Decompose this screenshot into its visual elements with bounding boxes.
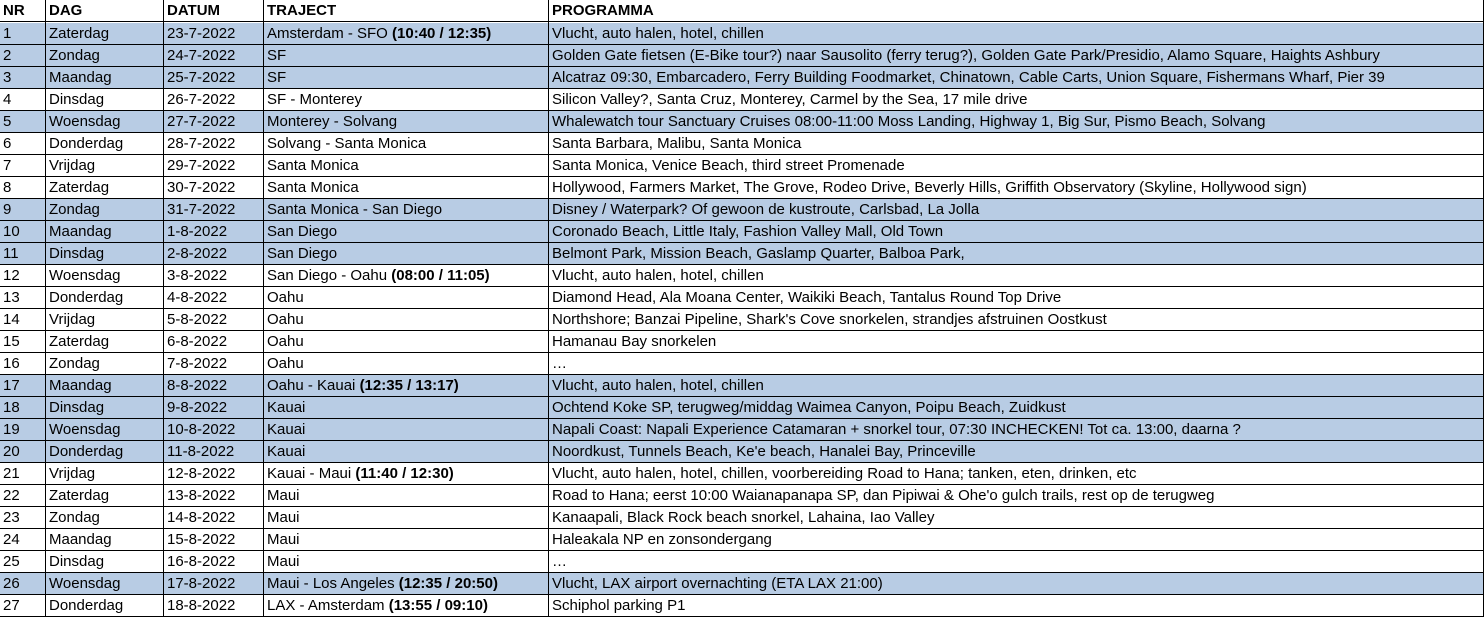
cell-traject[interactable] — [264, 331, 549, 352]
cell-nr[interactable]: 12 — [3, 267, 20, 284]
cell-programma[interactable]: Ochtend Koke SP, terugweg/middag Waimea Canyon, Poipu Beach, Zuidkust — [552, 399, 1066, 416]
cell-nr[interactable]: 8 — [3, 179, 12, 196]
cell-nr[interactable]: 24 — [3, 531, 20, 548]
cell-dag[interactable]: Zaterdag — [49, 25, 110, 42]
cell-nr[interactable]: 23 — [3, 509, 20, 526]
table-row — [0, 551, 1484, 573]
traject-route: Solvang - Santa Monica — [267, 135, 427, 152]
cell-programma[interactable]: Golden Gate fietsen (E-Bike tour?) naar Sausolito (ferry terug?), Golden Gate Park/Presidio, Alamo Square, Haights Ashbury — [552, 47, 1380, 64]
traject-route: Maui - Los Angeles — [267, 575, 395, 592]
cell-programma[interactable]: Disney / Waterpark? Of gewoon de kustroute, Carlsbad, La Jolla — [552, 201, 980, 218]
cell-datum[interactable]: 15-8-2022 — [167, 531, 236, 548]
traject-route: Kauai — [267, 443, 306, 460]
column-divider — [45, 0, 46, 617]
cell-dag[interactable]: Vrijdag — [49, 157, 96, 174]
cell-dag[interactable]: Dinsdag — [49, 553, 105, 570]
cell-traject[interactable] — [264, 309, 549, 330]
cell-nr[interactable]: 1 — [3, 25, 12, 42]
cell-programma[interactable]: Silicon Valley?, Santa Cruz, Monterey, Carmel by the Sea, 17 mile drive — [552, 91, 1028, 108]
traject-route: Santa Monica - San Diego — [267, 201, 443, 218]
flight-times: (12:35 / 13:17) — [359, 377, 459, 394]
cell-nr[interactable]: 14 — [3, 311, 20, 328]
traject-route: Oahu - Kauai — [267, 377, 356, 394]
cell-datum[interactable]: 26-7-2022 — [167, 91, 236, 108]
table-row — [0, 243, 1484, 265]
traject-route: LAX - Amsterdam — [267, 597, 385, 614]
cell-dag[interactable]: Zondag — [49, 509, 100, 526]
cell-traject[interactable] — [264, 463, 549, 484]
traject-route: San Diego — [267, 223, 338, 240]
cell-traject[interactable] — [264, 397, 549, 418]
cell-datum[interactable]: 24-7-2022 — [167, 47, 236, 64]
cell-programma[interactable]: Coronado Beach, Little Italy, Fashion Valley Mall, Old Town — [552, 223, 944, 240]
cell-programma[interactable]: Hollywood, Farmers Market, The Grove, Rodeo Drive, Beverly Hills, Griffith Observatory (Skyline, Hollywood sign) — [552, 179, 1307, 196]
cell-dag[interactable]: Maandag — [49, 531, 112, 548]
table-row — [0, 529, 1484, 551]
cell-dag[interactable]: Zaterdag — [49, 333, 110, 350]
cell-nr[interactable]: 2 — [3, 47, 12, 64]
traject-route: Oahu — [267, 333, 304, 350]
cell-nr[interactable]: 18 — [3, 399, 20, 416]
cell-datum[interactable]: 12-8-2022 — [167, 465, 236, 482]
cell-dag[interactable]: Woensdag — [49, 267, 121, 284]
cell-programma[interactable]: Vlucht, auto halen, hotel, chillen — [552, 25, 764, 42]
cell-programma[interactable]: Vlucht, auto halen, hotel, chillen, voorbereiding Road to Hana; tanken, eten, drinken, etc — [552, 465, 1137, 482]
traject-route: Maui — [267, 553, 300, 570]
cell-nr[interactable]: 13 — [3, 289, 20, 306]
table-row — [0, 419, 1484, 441]
cell-programma[interactable]: … — [552, 355, 567, 372]
flight-times: (12:35 / 20:50) — [398, 575, 498, 592]
cell-datum[interactable]: 28-7-2022 — [167, 135, 236, 152]
traject-route: Maui — [267, 531, 300, 548]
cell-programma[interactable]: Northshore; Banzai Pipeline, Shark's Cove snorkelen, strandjes afstruinen Oostkust — [552, 311, 1107, 328]
table-row — [0, 441, 1484, 463]
cell-traject[interactable] — [264, 529, 549, 550]
cell-traject[interactable] — [264, 89, 549, 110]
cell-traject[interactable] — [264, 111, 549, 132]
cell-dag[interactable]: Zondag — [49, 201, 100, 218]
flight-times: (13:55 / 09:10) — [388, 597, 488, 614]
table-row — [0, 309, 1484, 331]
traject-route: SF — [267, 69, 287, 86]
cell-nr[interactable]: 7 — [3, 157, 12, 174]
cell-programma[interactable]: Noordkust, Tunnels Beach, Ke'e beach, Hanalei Bay, Princeville — [552, 443, 976, 460]
table-row — [0, 287, 1484, 309]
cell-nr[interactable]: 17 — [3, 377, 20, 394]
column-divider — [163, 0, 164, 617]
cell-nr[interactable]: 3 — [3, 69, 12, 86]
cell-dag[interactable]: Vrijdag — [49, 465, 96, 482]
traject-route: Amsterdam - SFO — [267, 25, 388, 42]
cell-datum[interactable]: 4-8-2022 — [167, 289, 228, 306]
header-programma[interactable]: PROGRAMMA — [552, 2, 654, 19]
traject-route: SF - Monterey — [267, 91, 363, 108]
cell-datum[interactable]: 2-8-2022 — [167, 245, 228, 262]
cell-dag[interactable]: Dinsdag — [49, 91, 105, 108]
cell-dag[interactable]: Dinsdag — [49, 245, 105, 262]
table-row — [0, 23, 1484, 45]
table-row — [0, 67, 1484, 89]
cell-programma[interactable]: Road to Hana; eerst 10:00 Waianapanapa SP, dan Pipiwai & Ohe'o gulch trails, rest op de terugweg — [552, 487, 1215, 504]
traject-route: Santa Monica — [267, 157, 359, 174]
cell-dag[interactable]: Donderdag — [49, 597, 124, 614]
cell-datum[interactable]: 1-8-2022 — [167, 223, 228, 240]
cell-traject[interactable] — [264, 485, 549, 506]
cell-programma[interactable]: Santa Monica, Venice Beach, third street Promenade — [552, 157, 905, 174]
cell-traject[interactable] — [264, 595, 549, 616]
cell-nr[interactable]: 11 — [3, 245, 19, 262]
traject-route: Kauai - Maui — [267, 465, 352, 482]
column-divider — [263, 0, 264, 617]
cell-datum[interactable]: 14-8-2022 — [167, 509, 236, 526]
traject-route: San Diego - Oahu — [267, 267, 388, 284]
header-dag[interactable]: DAG — [49, 2, 83, 19]
cell-datum[interactable]: 10-8-2022 — [167, 421, 236, 438]
cell-datum[interactable]: 27-7-2022 — [167, 113, 236, 130]
table-row — [0, 45, 1484, 67]
table-row — [0, 199, 1484, 221]
table-row — [0, 573, 1484, 595]
cell-nr[interactable]: 20 — [3, 443, 20, 460]
cell-nr[interactable]: 9 — [3, 201, 12, 218]
cell-programma[interactable]: Santa Barbara, Malibu, Santa Monica — [552, 135, 802, 152]
cell-datum[interactable]: 11-8-2022 — [167, 443, 235, 460]
traject-route: Maui — [267, 509, 300, 526]
cell-nr[interactable]: 22 — [3, 487, 20, 504]
table-row — [0, 353, 1484, 375]
cell-datum[interactable]: 30-7-2022 — [167, 179, 236, 196]
cell-dag[interactable]: Maandag — [49, 223, 112, 240]
traject-route: Oahu — [267, 355, 304, 372]
cell-traject[interactable] — [264, 573, 549, 594]
cell-programma[interactable]: Napali Coast: Napali Experience Catamaran + snorkel tour, 07:30 INCHECKEN! Tot ca. 13:00, daarna ? — [552, 421, 1241, 438]
cell-traject[interactable] — [264, 419, 549, 440]
flight-times: (10:40 / 12:35) — [392, 25, 492, 42]
table-row — [0, 331, 1484, 353]
cell-traject[interactable] — [264, 507, 549, 528]
cell-dag[interactable]: Zondag — [49, 47, 100, 64]
cell-datum[interactable]: 16-8-2022 — [167, 553, 236, 570]
table-row — [0, 507, 1484, 529]
cell-dag[interactable]: Maandag — [49, 69, 112, 86]
header-nr[interactable]: NR — [3, 2, 25, 19]
cell-nr[interactable]: 5 — [3, 113, 12, 130]
cell-dag[interactable]: Zondag — [49, 355, 100, 372]
header-row — [0, 0, 1484, 22]
cell-programma[interactable]: … — [552, 553, 567, 570]
cell-dag[interactable]: Zaterdag — [49, 179, 110, 196]
cell-programma[interactable]: Vlucht, auto halen, hotel, chillen — [552, 267, 764, 284]
cell-datum[interactable]: 17-8-2022 — [167, 575, 236, 592]
cell-traject[interactable] — [264, 287, 549, 308]
cell-programma[interactable]: Whalewatch tour Sanctuary Cruises 08:00-11:00 Moss Landing, Highway 1, Big Sur, Pismo Beach, Solvang — [552, 113, 1266, 130]
table-row — [0, 133, 1484, 155]
cell-dag[interactable]: Donderdag — [49, 443, 124, 460]
cell-programma[interactable]: Hamanau Bay snorkelen — [552, 333, 717, 350]
cell-dag[interactable]: Woensdag — [49, 421, 121, 438]
cell-nr[interactable]: 6 — [3, 135, 12, 152]
cell-traject[interactable] — [264, 67, 549, 88]
cell-traject[interactable] — [264, 375, 549, 396]
header-datum[interactable]: DATUM — [167, 2, 221, 19]
flight-times: (08:00 / 11:05) — [391, 267, 490, 284]
cell-datum[interactable]: 3-8-2022 — [167, 267, 228, 284]
cell-datum[interactable]: 23-7-2022 — [167, 25, 236, 42]
cell-programma[interactable]: Kanaapali, Black Rock beach snorkel, Lahaina, Iao Valley — [552, 509, 935, 526]
flight-times: (11:40 / 12:30) — [355, 465, 454, 482]
table-row — [0, 221, 1484, 243]
traject-route: San Diego — [267, 245, 338, 262]
cell-nr[interactable]: 27 — [3, 597, 20, 614]
cell-dag[interactable]: Woensdag — [49, 575, 121, 592]
traject-route: SF — [267, 47, 287, 64]
cell-datum[interactable]: 5-8-2022 — [167, 311, 228, 328]
table-row — [0, 485, 1484, 507]
cell-nr[interactable]: 19 — [3, 421, 20, 438]
cell-traject[interactable] — [264, 441, 549, 462]
cell-nr[interactable]: 25 — [3, 553, 20, 570]
cell-traject[interactable] — [264, 45, 549, 66]
table-row — [0, 375, 1484, 397]
traject-route: Monterey - Solvang — [267, 113, 398, 130]
table-row — [0, 111, 1484, 133]
cell-traject[interactable] — [264, 243, 549, 264]
cell-dag[interactable]: Woensdag — [49, 113, 121, 130]
table-row — [0, 463, 1484, 485]
table-row — [0, 595, 1484, 617]
cell-dag[interactable]: Donderdag — [49, 135, 124, 152]
cell-datum[interactable]: 18-8-2022 — [167, 597, 236, 614]
cell-datum[interactable]: 29-7-2022 — [167, 157, 236, 174]
cell-traject[interactable] — [264, 133, 549, 154]
cell-dag[interactable]: Maandag — [49, 377, 112, 394]
cell-programma[interactable]: Belmont Park, Mission Beach, Gaslamp Quarter, Balboa Park, — [552, 245, 965, 262]
cell-dag[interactable]: Donderdag — [49, 289, 124, 306]
traject-route: Maui — [267, 487, 300, 504]
cell-traject[interactable] — [264, 177, 549, 198]
cell-datum[interactable]: 31-7-2022 — [167, 201, 236, 218]
cell-dag[interactable]: Dinsdag — [49, 399, 105, 416]
traject-route: Santa Monica — [267, 179, 359, 196]
table-row — [0, 155, 1484, 177]
table-row — [0, 89, 1484, 111]
cell-nr[interactable]: 26 — [3, 575, 20, 592]
cell-dag[interactable]: Vrijdag — [49, 311, 96, 328]
cell-nr[interactable]: 16 — [3, 355, 20, 372]
cell-traject[interactable] — [264, 199, 549, 220]
traject-route: Kauai — [267, 421, 306, 438]
cell-datum[interactable]: 25-7-2022 — [167, 69, 236, 86]
cell-programma[interactable]: Diamond Head, Ala Moana Center, Waikiki Beach, Tantalus Round Top Drive — [552, 289, 1062, 306]
cell-programma[interactable]: Schiphol parking P1 — [552, 597, 686, 614]
cell-nr[interactable]: 10 — [3, 223, 20, 240]
cell-traject[interactable] — [264, 221, 549, 242]
cell-traject[interactable] — [264, 265, 549, 286]
cell-datum[interactable]: 9-8-2022 — [167, 399, 228, 416]
cell-datum[interactable]: 7-8-2022 — [167, 355, 228, 372]
cell-programma[interactable]: Alcatraz 09:30, Embarcadero, Ferry Building Foodmarket, Chinatown, Cable Carts, Union Square, Fishermans Wharf, Pier 39 — [552, 69, 1385, 86]
cell-traject[interactable] — [264, 353, 549, 374]
cell-datum[interactable]: 13-8-2022 — [167, 487, 236, 504]
cell-traject[interactable] — [264, 551, 549, 572]
header-traject[interactable]: TRAJECT — [267, 2, 337, 19]
cell-programma[interactable]: Vlucht, LAX airport overnachting (ETA LAX 21:00) — [552, 575, 883, 592]
cell-programma[interactable]: Haleakala NP en zonsondergang — [552, 531, 772, 548]
cell-traject[interactable] — [264, 23, 549, 44]
column-divider — [548, 0, 549, 617]
traject-route: Oahu — [267, 289, 304, 306]
cell-nr[interactable]: 21 — [3, 465, 20, 482]
cell-datum[interactable]: 8-8-2022 — [167, 377, 228, 394]
traject-route: Kauai — [267, 399, 306, 416]
table-row — [0, 397, 1484, 419]
cell-dag[interactable]: Zaterdag — [49, 487, 110, 504]
table-row — [0, 177, 1484, 199]
cell-programma[interactable]: Vlucht, auto halen, hotel, chillen — [552, 377, 764, 394]
traject-route: Oahu — [267, 311, 304, 328]
table-row — [0, 265, 1484, 287]
cell-datum[interactable]: 6-8-2022 — [167, 333, 228, 350]
cell-nr[interactable]: 4 — [3, 91, 12, 108]
cell-nr[interactable]: 15 — [3, 333, 20, 350]
cell-traject[interactable] — [264, 155, 549, 176]
